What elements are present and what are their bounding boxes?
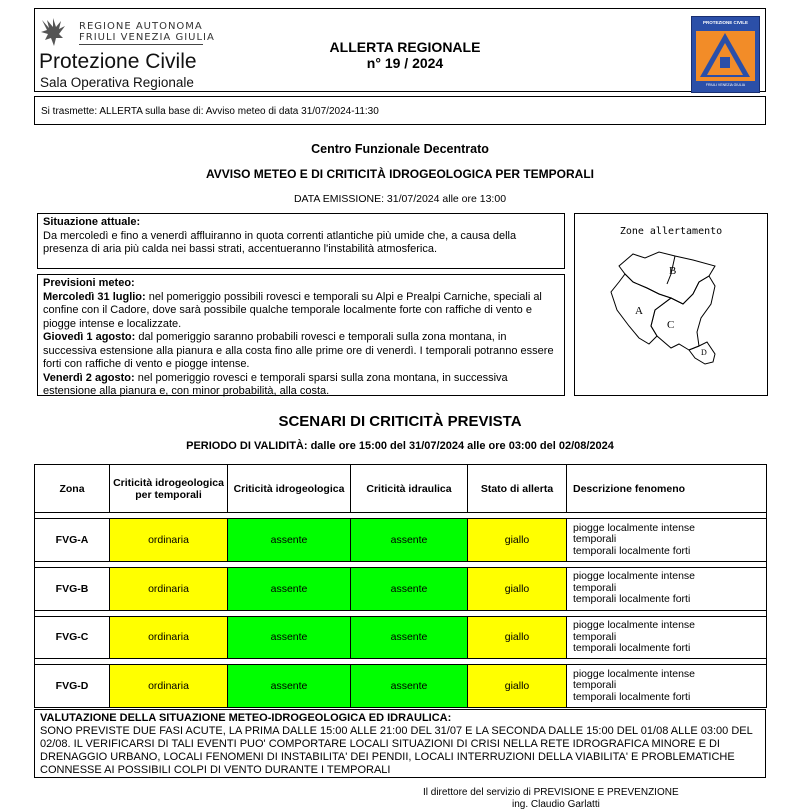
zone-label-a: A — [635, 305, 643, 317]
table-header-row — [35, 465, 767, 513]
description-cell — [567, 616, 767, 659]
forecast-day: Venerdì 2 agosto: — [43, 371, 135, 384]
scenarios-title: SCENARI DI CRITICITÀ PREVISTA — [278, 413, 522, 430]
table-row — [35, 567, 767, 610]
column-header: Criticità idraulica — [351, 465, 468, 513]
criticality-idraulica-cell: assente — [351, 519, 468, 562]
transmit-text: Si trasmette: ALLERTA sulla base di: Avviso meteo di data 31/07/2024-11:30 — [41, 106, 379, 117]
table-row — [35, 665, 767, 708]
map-title: Zone allertamento — [619, 226, 723, 237]
validity-period: PERIODO DI VALIDITÀ: dalle ore 15:00 del 31/07/2024 alle ore 03:00 del 02/08/2024 — [186, 440, 614, 452]
zone-map-box — [574, 213, 768, 396]
alert-state-cell: giallo — [468, 519, 567, 562]
situation-box — [37, 213, 565, 269]
forecast-heading: Previsioni meteo: — [43, 277, 135, 289]
emission-date: DATA EMISSIONE: 31/07/2024 alle ore 13:00 — [293, 193, 507, 205]
column-header: Criticità idrogeologica — [228, 465, 351, 513]
signature-name: ing. Claudio Garlatti — [512, 799, 600, 810]
org-name: Protezione Civile — [39, 50, 197, 73]
criticality-temporali-cell: ordinaria — [110, 567, 228, 610]
criticality-idrogeologica-cell: assente — [228, 519, 351, 562]
description-line: piogge localmente intense — [573, 570, 696, 583]
bulletin-title: AVVISO METEO E DI CRITICITÀ IDROGEOLOGICA PER TEMPORALI — [205, 167, 595, 181]
zone-cell: FVG-D — [35, 665, 110, 708]
zone-cell: FVG-A — [35, 519, 110, 562]
zone-label-b: B — [669, 265, 677, 277]
evaluation-text: SONO PREVISTE DUE FASI ACUTE, LA PRIMA DALLE 15:00 ALLE 21:00 DEL 31/07 E LA SECONDA DALLE 15:00 DEL 01/08 ALLE 03:00 DEL 02/08. IL VERIFICARSI DI TALI EVENTI PUO' COMPORTARE LOCALI SITUAZIONI DI CRISI NELLA RETE IDROGRAFICA MINORE E DI DRENAGGIO URBANO, LOCALI FENOMENI DI INSTABILITA' DEI PENDII, LOCALI INTERRUZIONI DELLA VIABILITA' E PROBLEMATICHE CONNESSE AI POSSIBILI COLPI DI VENTO DURANTE I TEMPORALI — [40, 725, 753, 776]
description-line: piogge localmente intense — [573, 521, 696, 534]
zone-cell: FVG-B — [35, 567, 110, 610]
triangle-logo-icon — [692, 17, 759, 92]
table-row — [35, 519, 767, 562]
description-line: temporali — [573, 630, 617, 643]
description-line: temporali localmente forti — [573, 544, 691, 557]
forecast-text: dal pomeriggio saranno probabili rovesci e temporali sulla zona montana, in successiva estensione alla pianura e alla costa fino alle prime ore di venerdì. I temporali potranno essere forti con raffiche di vento e piogge intense. — [43, 331, 554, 370]
description-line: temporali localmente forti — [573, 690, 691, 703]
alert-state-cell: giallo — [468, 616, 567, 659]
alert-number: n° 19 / 2024 — [366, 55, 444, 71]
criticality-idrogeologica-cell: assente — [228, 665, 351, 708]
column-header: Stato di allerta — [468, 465, 567, 513]
zone-cell: FVG-C — [35, 616, 110, 659]
evaluation-heading: VALUTAZIONE DELLA SITUAZIONE METEO-IDROGEOLOGICA ED IDRAULICA: — [40, 712, 452, 724]
description-line: temporali — [573, 581, 617, 594]
zone-label-d: D — [701, 348, 707, 357]
region-divider — [79, 44, 203, 45]
criticality-temporali-cell: ordinaria — [110, 616, 228, 659]
org-sub-name: Sala Operativa Regionale — [40, 75, 194, 90]
description-line: temporali localmente forti — [573, 642, 691, 655]
column-header: Zona — [35, 465, 110, 513]
signature-title: Il direttore del servizio di PREVISIONE E PREVENZIONE — [423, 787, 679, 798]
description-line: temporali — [573, 679, 617, 692]
eagle-emblem-icon — [39, 16, 67, 48]
criticality-idrogeologica-cell: assente — [228, 567, 351, 610]
center-name: Centro Funzionale Decentrato — [311, 142, 489, 156]
region-name-line1: REGIONE AUTONOMA — [79, 21, 203, 32]
evaluation-box — [34, 709, 766, 778]
criticality-idraulica-cell: assente — [351, 616, 468, 659]
badge-top-text: PROTEZIONE CIVILE — [702, 20, 748, 25]
header — [34, 8, 766, 92]
region-name-line2: FRIULI VENEZIA GIULIA — [79, 32, 215, 43]
transmit-box — [34, 96, 766, 125]
alert-title: ALLERTA REGIONALE — [329, 39, 481, 55]
description-cell — [567, 665, 767, 708]
column-header: Descrizione fenomeno — [567, 465, 767, 513]
description-line: piogge localmente intense — [573, 667, 696, 680]
forecast-day: Mercoledì 31 luglio: — [43, 290, 146, 303]
column-header: Criticità idrogeologica per temporali — [110, 465, 228, 513]
description-line: temporali localmente forti — [573, 593, 691, 606]
protezione-civile-badge — [691, 16, 760, 93]
situation-text: Da mercoledì e fino a venerdì affluiranno in quota correnti atlantiche più umide che, a causa della presenza di aria più calda nei bassi strati, accentueranno l'instabilità atmosferica. — [43, 229, 517, 255]
criticality-table — [34, 464, 767, 708]
alert-state-cell: giallo — [468, 665, 567, 708]
description-line: piogge localmente intense — [573, 619, 696, 632]
criticality-idrogeologica-cell: assente — [228, 616, 351, 659]
criticality-temporali-cell: ordinaria — [110, 519, 228, 562]
forecast-box — [37, 274, 565, 396]
description-cell — [567, 567, 767, 610]
criticality-temporali-cell: ordinaria — [110, 665, 228, 708]
forecast-text: nel pomeriggio possibili rovesci e temporali su Alpi e Prealpi Carniche, speciali al confine con il Cadore, dove sarà possibile qualche temporale localmente forte con raffiche di vento e piogge intense e localizzate. — [43, 290, 542, 330]
forecast-text: nel pomeriggio rovesci e temporali sparsi sulla zona montana, in successiva estensione alla pianura e, con minor probabilità, alla costa. — [43, 371, 508, 397]
alert-state-cell: giallo — [468, 567, 567, 610]
badge-bottom-text: FRIULI VENEZIA GIULIA — [705, 83, 746, 87]
criticality-idraulica-cell: assente — [351, 665, 468, 708]
description-line: temporali — [573, 533, 617, 546]
situation-heading: Situazione attuale: — [43, 216, 141, 228]
criticality-idraulica-cell: assente — [351, 567, 468, 610]
description-cell — [567, 519, 767, 562]
table-row — [35, 616, 767, 659]
forecast-day: Giovedì 1 agosto: — [43, 331, 136, 343]
zone-label-c: C — [667, 319, 675, 331]
zone-map — [575, 214, 767, 395]
